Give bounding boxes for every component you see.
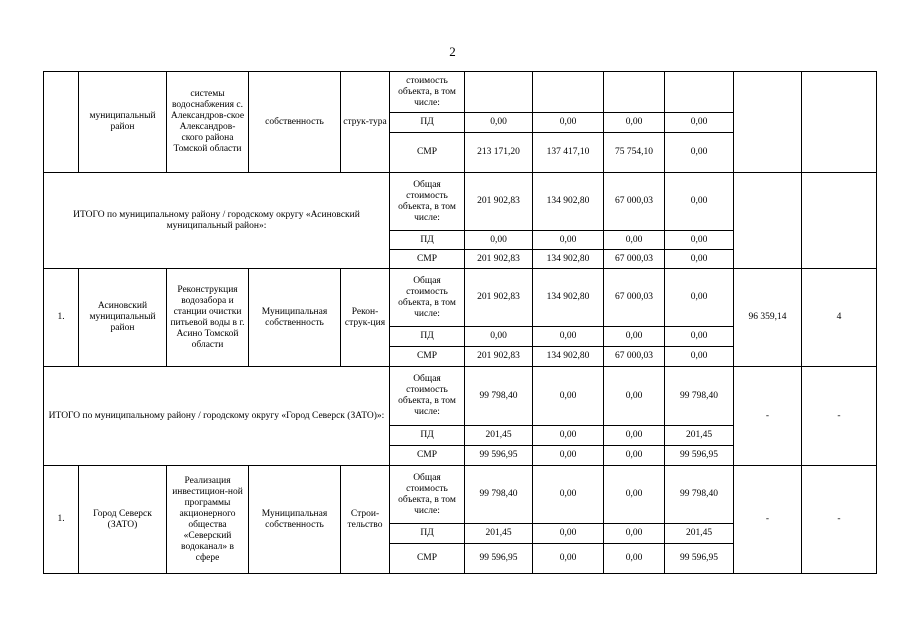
smr-label: СМР xyxy=(390,347,465,367)
total-label: ИТОГО по муниципальному району / городскому округу «Асиновский муниципальный район»: xyxy=(44,173,390,269)
value-cell: 134 902,80 xyxy=(533,269,604,327)
value-cell: 67 000,03 xyxy=(604,347,665,367)
row-a-district: муниципальный район xyxy=(79,72,167,173)
value-cell: 134 902,80 xyxy=(533,347,604,367)
value-cell: 0,00 xyxy=(604,426,665,446)
value-cell: 201,45 xyxy=(465,426,533,446)
value-cell: 137 417,10 xyxy=(533,133,604,173)
table-row xyxy=(44,173,877,231)
value-cell: 0,00 xyxy=(665,173,734,231)
value-cell: 99 798,40 xyxy=(465,367,533,426)
value-cell: 99 596,95 xyxy=(665,544,734,574)
value-cell: 201 902,83 xyxy=(465,269,533,327)
value-cell: 201,45 xyxy=(665,426,734,446)
pd-label: ПД xyxy=(390,426,465,446)
value-cell: 0,00 xyxy=(465,327,533,347)
table-row xyxy=(44,72,877,113)
value-cell: 201 902,83 xyxy=(465,250,533,269)
value-cell: 0,00 xyxy=(665,231,734,250)
total-1-c12 xyxy=(802,173,877,269)
table-row xyxy=(44,466,877,524)
cell xyxy=(465,72,533,113)
cost-label: Общая стоимость объекта, в том числе: xyxy=(390,173,465,231)
value-cell: 213 171,20 xyxy=(465,133,533,173)
row-b-c12: 4 xyxy=(802,269,877,367)
cost-label: Общая стоимость объекта, в том числе: xyxy=(390,269,465,327)
value-cell: 0,00 xyxy=(665,133,734,173)
row-b-type: Рекон-струк-ция xyxy=(341,269,390,367)
value-cell: 67 000,03 xyxy=(604,269,665,327)
value-cell: 0,00 xyxy=(604,544,665,574)
smr-label: СМР xyxy=(390,250,465,269)
row-a-object: системы водоснабжения с. Александров-ское Александров-ского района Томской области xyxy=(167,72,249,173)
value-cell: 0,00 xyxy=(604,113,665,133)
value-cell: 0,00 xyxy=(604,466,665,524)
value-cell: 0,00 xyxy=(604,367,665,426)
row-b-district: Асиновский муниципальный район xyxy=(79,269,167,367)
value-cell: 0,00 xyxy=(665,347,734,367)
value-cell: 75 754,10 xyxy=(604,133,665,173)
value-cell: 0,00 xyxy=(604,231,665,250)
cell xyxy=(604,72,665,113)
row-b-ownership: Муниципальная собственность xyxy=(249,269,341,367)
value-cell: 134 902,80 xyxy=(533,173,604,231)
row-c-num: 1. xyxy=(44,466,79,574)
value-cell: 0,00 xyxy=(533,544,604,574)
row-a-c11 xyxy=(734,72,802,173)
cell xyxy=(533,72,604,113)
pd-label: ПД xyxy=(390,524,465,544)
value-cell: 0,00 xyxy=(665,269,734,327)
pd-label: ПД xyxy=(390,113,465,133)
value-cell: 0,00 xyxy=(665,250,734,269)
value-cell: 201,45 xyxy=(465,524,533,544)
pd-label: ПД xyxy=(390,327,465,347)
value-cell: 0,00 xyxy=(604,446,665,466)
value-cell: 99 798,40 xyxy=(465,466,533,524)
row-a-num xyxy=(44,72,79,173)
row-c-type: Строи-тельство xyxy=(341,466,390,574)
value-cell: 0,00 xyxy=(533,231,604,250)
budget-table xyxy=(43,71,877,574)
cost-label: Общая стоимость объекта, в том числе: xyxy=(390,466,465,524)
smr-label: СМР xyxy=(390,446,465,466)
total-label: ИТОГО по муниципальному району / городскому округу «Город Северск (ЗАТО)»: xyxy=(44,367,390,466)
value-cell: 67 000,03 xyxy=(604,173,665,231)
value-cell: 99 798,40 xyxy=(665,367,734,426)
value-cell: 0,00 xyxy=(533,446,604,466)
value-cell: 0,00 xyxy=(604,327,665,347)
value-cell: 99 596,95 xyxy=(465,446,533,466)
row-c-ownership: Муниципальная собственность xyxy=(249,466,341,574)
row-c-object: Реализация инвестицион-ной программы акционерного общества «Северский водоканал» в сфере xyxy=(167,466,249,574)
row-a-c12 xyxy=(802,72,877,173)
value-cell: 0,00 xyxy=(465,113,533,133)
row-c-c12: - xyxy=(802,466,877,574)
value-cell: 0,00 xyxy=(665,113,734,133)
row-b-c11: 96 359,14 xyxy=(734,269,802,367)
row-c-district: Город Северск (ЗАТО) xyxy=(79,466,167,574)
table-row xyxy=(44,367,877,426)
row-b-num: 1. xyxy=(44,269,79,367)
pd-label: ПД xyxy=(390,231,465,250)
value-cell: 0,00 xyxy=(533,524,604,544)
value-cell: 99 596,95 xyxy=(465,544,533,574)
value-cell: 0,00 xyxy=(533,466,604,524)
cost-label: Общая стоимость объекта, в том числе: xyxy=(390,367,465,426)
value-cell: 0,00 xyxy=(604,524,665,544)
value-cell: 0,00 xyxy=(465,231,533,250)
value-cell: 0,00 xyxy=(533,113,604,133)
value-cell: 0,00 xyxy=(533,426,604,446)
value-cell: 0,00 xyxy=(533,367,604,426)
value-cell: 99 596,95 xyxy=(665,446,734,466)
table-row xyxy=(44,269,877,327)
value-cell: 201 902,83 xyxy=(465,173,533,231)
cell xyxy=(665,72,734,113)
smr-label: СМР xyxy=(390,133,465,173)
cost-label: стоимость объекта, в том числе: xyxy=(390,72,465,113)
value-cell: 99 798,40 xyxy=(665,466,734,524)
value-cell: 0,00 xyxy=(533,327,604,347)
value-cell: 201 902,83 xyxy=(465,347,533,367)
row-a-type: струк-тура xyxy=(341,72,390,173)
total-1-c11 xyxy=(734,173,802,269)
value-cell: 201,45 xyxy=(665,524,734,544)
smr-label: СМР xyxy=(390,544,465,574)
value-cell: 67 000,03 xyxy=(604,250,665,269)
value-cell: 134 902,80 xyxy=(533,250,604,269)
page-number: 2 xyxy=(449,44,456,59)
total-2-c11: - xyxy=(734,367,802,466)
row-c-c11: - xyxy=(734,466,802,574)
row-b-object: Реконструкция водозабора и станции очистки питьевой воды в г. Асино Томской области xyxy=(167,269,249,367)
row-a-ownership: собственность xyxy=(249,72,341,173)
total-2-c12: - xyxy=(802,367,877,466)
value-cell: 0,00 xyxy=(665,327,734,347)
